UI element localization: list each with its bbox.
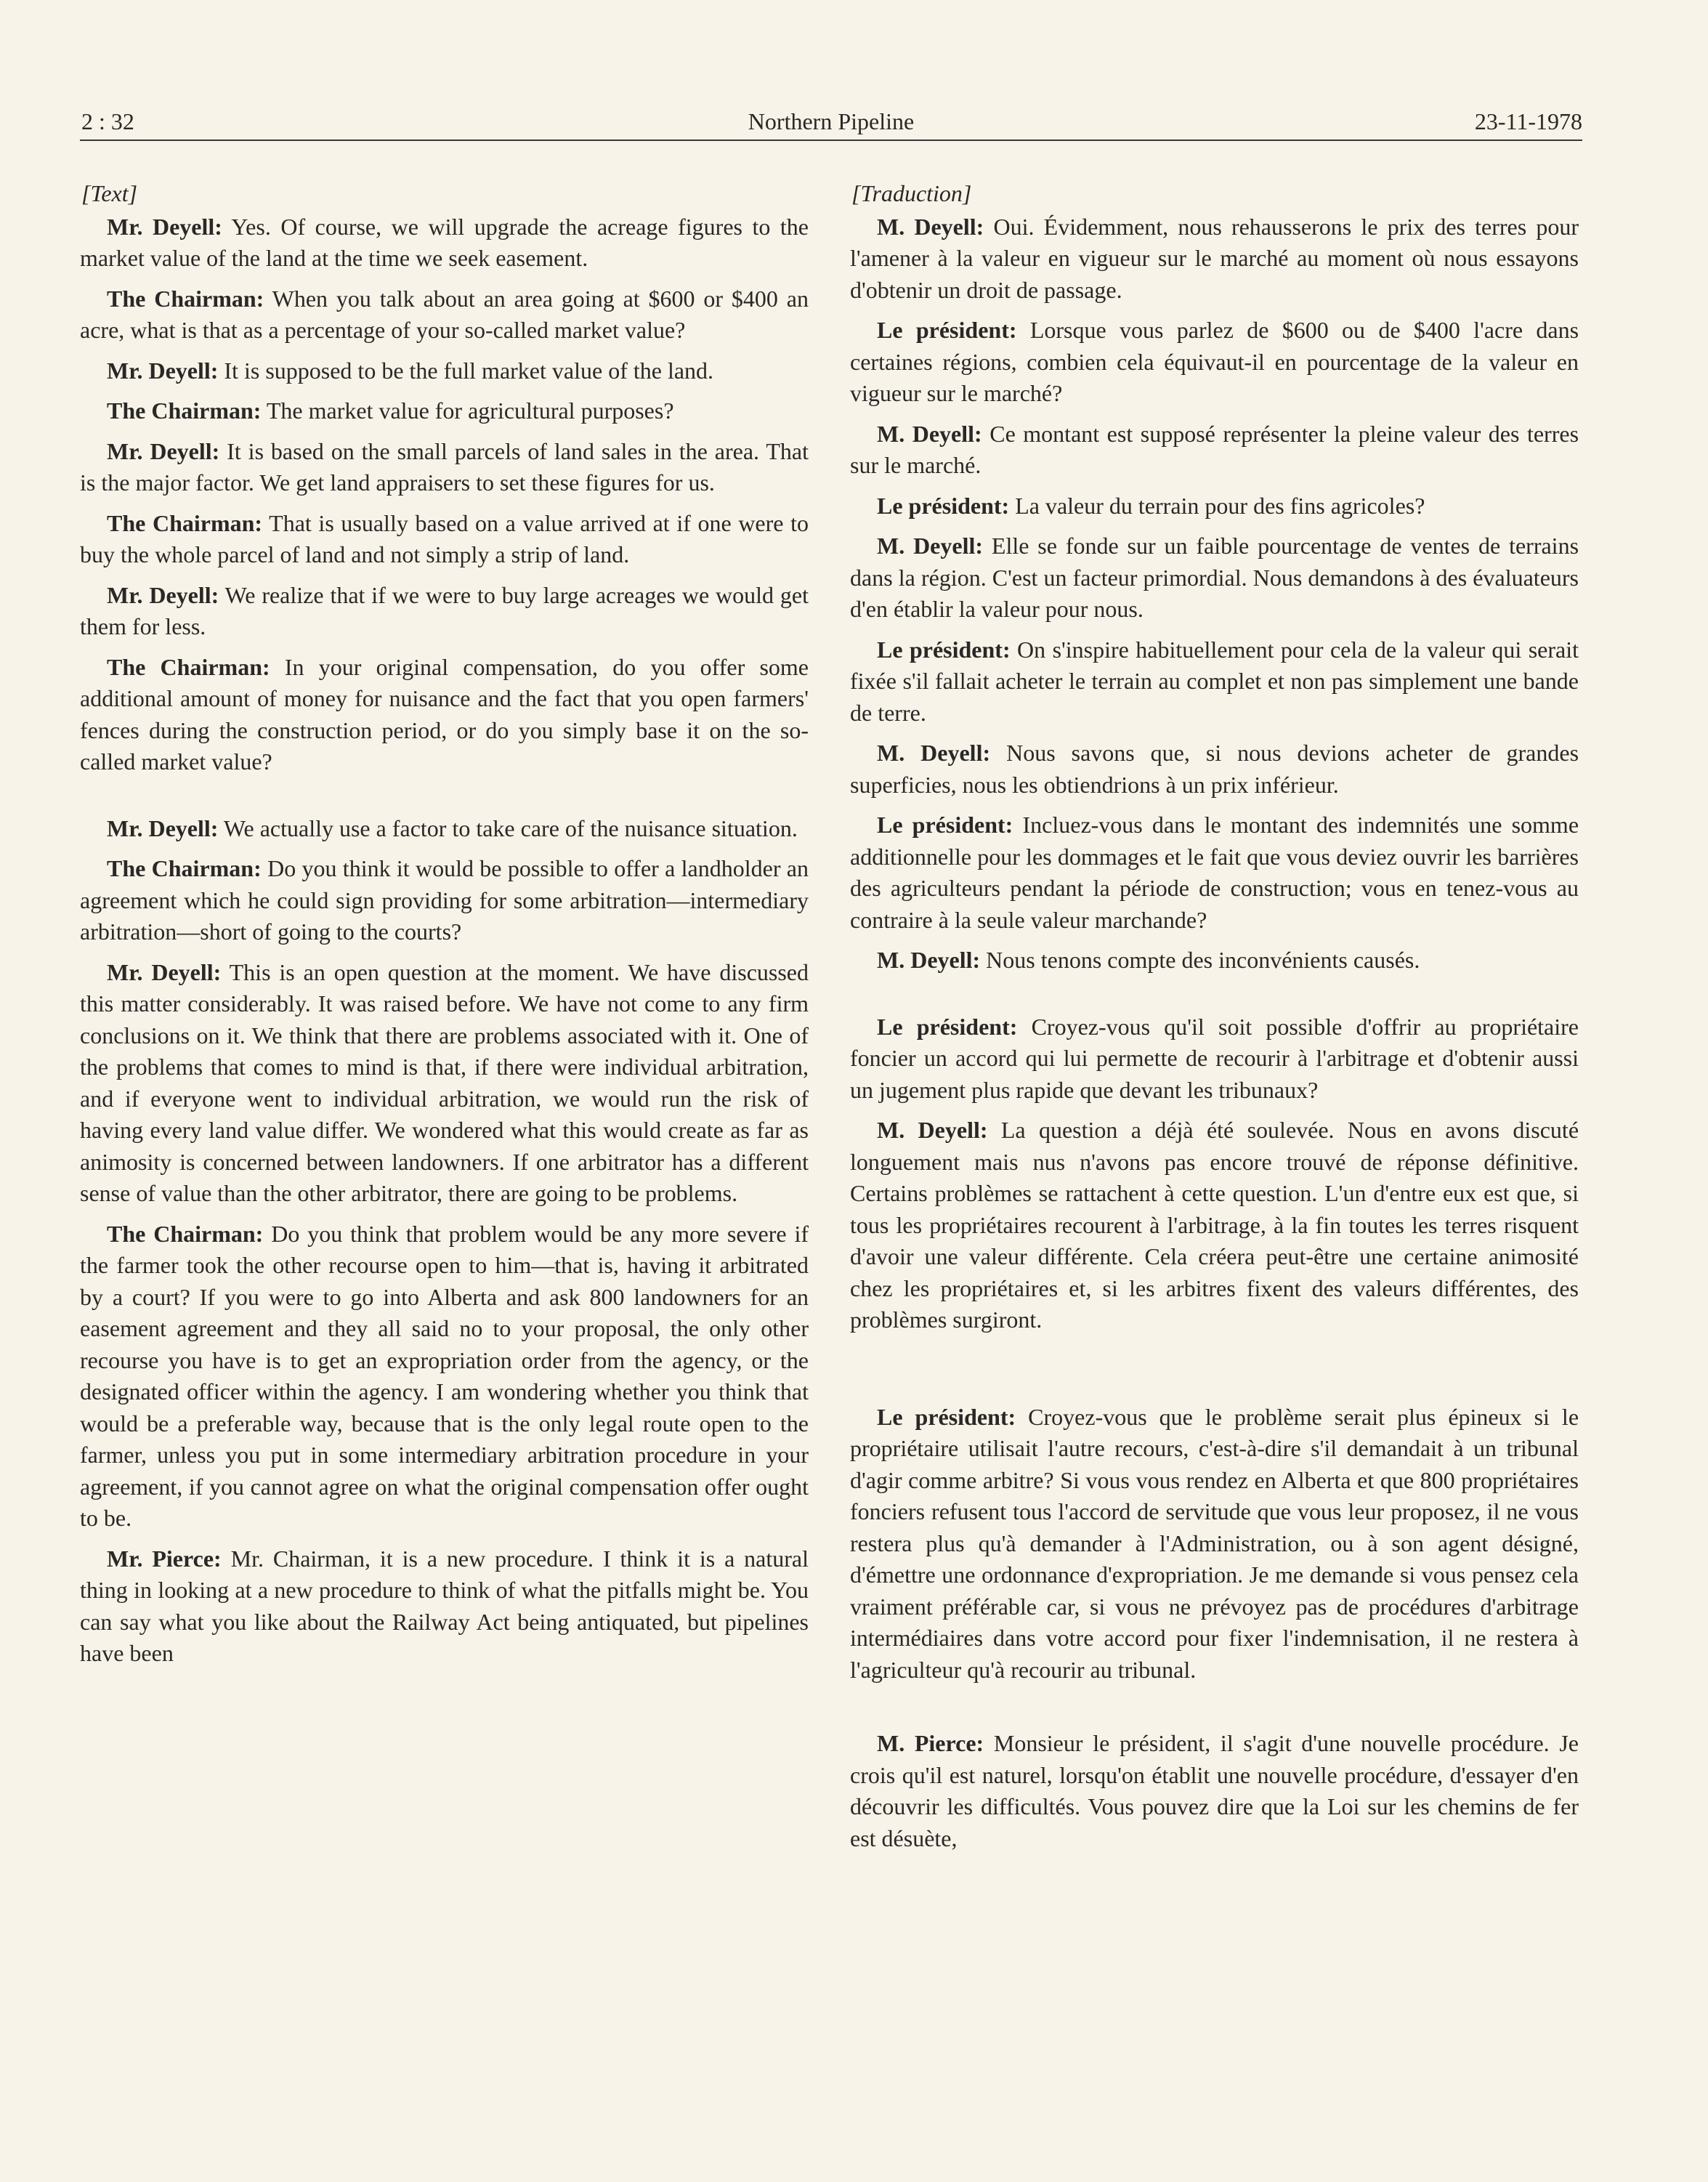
transcript-paragraph (80, 395, 809, 427)
speaker-name: M. Deyell: (877, 213, 984, 240)
paragraph-text: Ce montant est supposé représenter la pleine valeur des terres sur le marché. (850, 420, 1579, 478)
speaker-name: Mr. Deyell: (107, 213, 222, 240)
paragraph-text: When you talk about an area going at $600 or $400 an acre, what is that as a percentage of your so-called market value? (80, 285, 809, 343)
transcript-paragraph (80, 436, 809, 499)
paragraph-text: This is an open question at the moment. We have discussed this matter considerably. It was raised before. We have not come to any firm conclusions on it. We think that there are problems associated with it. One of the problems that comes to mind is that, if there were individual arbitration, and if everyone went to individual arbitration, we would run the risk of having every land value differ. We wondered what this would create as far as animosity is concerned between landowners. If one arbitrator has a different sense of value than the other arbitrator, there are going to be problems. (80, 958, 809, 1206)
paragraph-text: We actually use a factor to take care of the nuisance situation. (223, 815, 798, 841)
transcript-paragraph (80, 957, 809, 1210)
speaker-name: Mr. Deyell: (107, 357, 219, 384)
paragraph-text: That is usually based on a value arrived at if one were to buy the whole parcel of land and not simply a strip of land. (80, 509, 809, 567)
speaker-name: Le président: (877, 812, 1013, 838)
paragraph-text: Lorsque vous parlez de $600 ou de $400 l'acre dans certaines régions, combien cela équivaut-il en pourcentage de la valeur en vigueur sur le marché? (850, 317, 1579, 406)
transcript-paragraph (850, 1402, 1579, 1686)
speaker-name: The Chairman: (107, 397, 262, 424)
paragraph-text: The market value for agricultural purposes? (266, 397, 674, 424)
paragraph-text: Croyez-vous que le problème serait plus épineux si le propriétaire utilisait l'autre recours, c'est-à-dire s'il demandait à un tribunal d'agir comme arbitre? Si vous vous rendez en Alberta et que 800 propriétaires fonciers refusent tous l'accord de servitude que vous leur proposez, il ne vous restera plus qu'à demander à l'Administration, ou à son agent désigné, d'émettre une ordonnance d'expropriation. Je me demande si vous pensez cela vraiment préférable car, si vous ne prévoyez pas de procédures d'arbitrage intermédiaires dans votre accord pour fixer l'indemnisation, il ne restera à l'agriculteur qu'à recourir au tribunal. (850, 1403, 1579, 1683)
paragraph-text: Yes. Of course, we will upgrade the acreage figures to the market value of the land at the time we seek easement. (80, 213, 809, 271)
paragraph-text: Incluez-vous dans le montant des indemnités une somme additionnelle pour les dommages et le fait que vous deviez ouvrir les barrières des agriculteurs pendant la période de construction; vous en tenez-vous au contraire à la seule valeur marchande? (850, 812, 1579, 933)
transcript-paragraph (850, 1115, 1579, 1336)
page-header (80, 102, 1582, 141)
speaker-name: M. Deyell: (877, 740, 991, 766)
transcript-paragraph (80, 652, 809, 778)
transcript-paragraph (80, 355, 809, 387)
transcript-paragraph (850, 945, 1579, 977)
transcript-paragraph (80, 211, 809, 275)
paragraph-text: It is supposed to be the full market value of the land. (224, 357, 714, 384)
transcript-paragraph (850, 419, 1579, 482)
paragraph-text: La question a déjà été soulevée. Nous en avons discuté longuement mais nus n'avons pas encore trouvé de réponse définitive. Certains problèmes se rattachent à cette question. L'un d'entre eux est que, si tous les propriétaires recourent à l'arbitrage, à la fin toutes les terres risquent d'avoir une valeur différente. Cela créera peut-être une certaine animosité chez les propriétaires et, si les arbitres fixent des valeurs différentes, des problèmes surgiront. (850, 1117, 1579, 1333)
speaker-name: The Chairman: (107, 855, 262, 881)
paragraph-text: Oui. Évidemment, nous rehausserons le prix des terres pour l'amener à la valeur en vigueur sur le marché au moment où nous essayons d'obtenir un droit de passage. (850, 213, 1579, 303)
transcript-paragraph (80, 1219, 809, 1535)
transcript-paragraph (80, 508, 809, 571)
running-title: Northern Pipeline (748, 108, 915, 134)
speaker-name: M. Deyell: (877, 420, 982, 447)
paragraph-text: Monsieur le président, il s'agit d'une nouvelle procédure. Je crois qu'il est naturel, lorsqu'on établit une nouvelle procédure, d'essayer d'en découvrir les difficultés. Vous pouvez dire que la Loi sur les chemins de fer est désuète, (850, 1730, 1579, 1851)
transcript-paragraph (850, 211, 1579, 307)
transcript-paragraph (850, 634, 1579, 730)
page-number: 2 : 32 (81, 108, 134, 134)
paragraph-text: Mr. Chairman, it is a new procedure. I think it is a natural thing in looking at a new procedure to think of what the pitfalls might be. You can say what you like about the Railway Act being antiquated, but pipelines have been (80, 1545, 809, 1666)
transcript-paragraph (850, 809, 1579, 936)
speaker-name: Le président: (877, 492, 1010, 519)
header-date: 23-11-1978 (1474, 108, 1582, 134)
speaker-name: Mr. Deyell: (107, 437, 220, 464)
transcript-paragraph (80, 580, 809, 643)
transcript-paragraph (850, 1728, 1579, 1854)
speaker-name: M. Deyell: (877, 947, 981, 973)
speaker-name: M. Pierce: (877, 1730, 984, 1756)
transcript-paragraph (80, 1543, 809, 1670)
language-label-french: [Traduction] (851, 180, 972, 206)
speaker-name: The Chairman: (107, 1220, 264, 1247)
paragraph-text: It is based on the small parcels of land sales in the area. That is the major factor. We get land appraisers to set these figures for us. (80, 437, 809, 496)
paragraph-text: Do you think that problem would be any more severe if the farmer took the other recourse open to him—that is, having it arbitrated by a court? If you were to go into Alberta and ask 800 landowners for an easement agreement and they all said no to your proposal, the only other recourse you have is to get an expropriation order from the agency, or the designated officer within the agency. I am wondering whether you think that would be a preferable way, because that is the only legal route open to the farmer, unless you put in some intermediary arbitration procedure in your agreement, if you cannot agree on what the original compensation offer ought to be. (80, 1220, 809, 1531)
french-column (850, 178, 1579, 1854)
speaker-name: Le président: (877, 636, 1011, 663)
paragraph-text: La valeur du terrain pour des fins agricoles? (1015, 492, 1425, 519)
speaker-name: Le président: (877, 317, 1017, 343)
transcript-paragraph (80, 813, 809, 845)
transcript-paragraph (850, 738, 1579, 801)
transcript-paragraph (80, 853, 809, 948)
speaker-name: Le président: (877, 1403, 1016, 1430)
speaker-name: Mr. Deyell: (107, 815, 219, 841)
transcript-paragraph (80, 283, 809, 347)
paragraph-text: Elle se fonde sur un faible pourcentage de ventes de terrains dans la région. C'est un facteur primordial. Nous demandons à des évaluateurs d'en établir la valeur pour nous. (850, 533, 1579, 622)
speaker-name: The Chairman: (107, 653, 270, 680)
speaker-name: Mr. Pierce: (107, 1545, 222, 1572)
transcript-paragraph (850, 530, 1579, 626)
language-label-english: [Text] (81, 180, 138, 206)
transcript-paragraph (850, 315, 1579, 410)
transcript-paragraph (850, 1011, 1579, 1107)
speaker-name: The Chairman: (107, 509, 263, 536)
english-column (80, 178, 809, 1670)
transcript-paragraph (850, 490, 1579, 522)
speaker-name: Mr. Deyell: (107, 958, 222, 985)
speaker-name: The Chairman: (107, 285, 264, 312)
paragraph-text: We realize that if we were to buy large acreages we would get them for less. (80, 581, 809, 639)
speaker-name: Le président: (877, 1013, 1018, 1040)
paragraph-text: Nous tenons compte des inconvénients causés. (986, 947, 1420, 973)
speaker-name: M. Deyell: (877, 1117, 988, 1143)
paragraph-text: On s'inspire habituellement pour cela de la valeur qui serait fixée s'il fallait acheter le terrain au complet et non pas simplement une bande de terre. (850, 636, 1579, 726)
paragraph-text: Do you think it would be possible to offer a landholder an agreement which he could sign providing for some arbitration—intermediary arbitration—short of going to the courts? (80, 855, 809, 945)
paragraph-text: Croyez-vous qu'il soit possible d'offrir au propriétaire foncier un accord qui lui permette de recourir à l'arbitrage et d'obtenir aussi un jugement plus rapide que devant les tribunaux? (850, 1013, 1579, 1103)
paragraph-text: Nous savons que, si nous devions acheter de grandes superficies, nous les obtiendrions à un prix inférieur. (850, 740, 1579, 798)
speaker-name: M. Deyell: (877, 533, 984, 559)
paragraph-text: In your original compensation, do you offer some additional amount of money for nuisance and the fact that you open farmers' fences during the construction period, or do you simply base it on the so-called market value? (80, 653, 809, 775)
speaker-name: Mr. Deyell: (107, 581, 219, 608)
